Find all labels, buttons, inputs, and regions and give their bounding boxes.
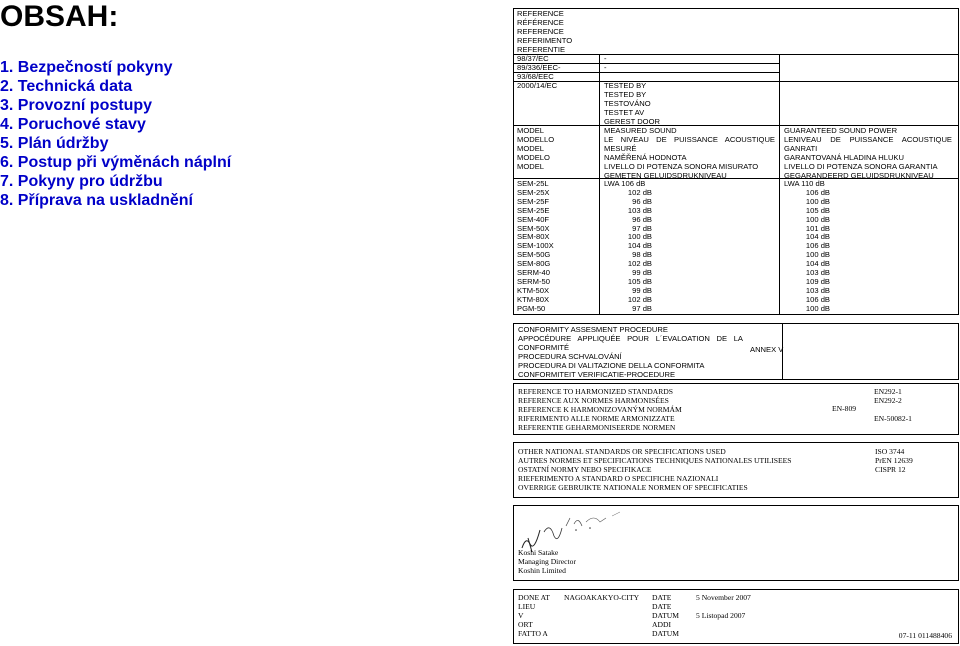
guaranteed-label: GANRATI [784, 143, 818, 153]
guaranteed-value: LWA 110 dB [784, 180, 825, 188]
handwritten-signature [516, 508, 626, 553]
guaranteed-value: 104 dB [805, 232, 830, 242]
done-at-labels [518, 594, 550, 639]
standard-code: EN292-1 [874, 387, 902, 396]
toc-item[interactable]: 6. Postup při výměnách náplní [0, 154, 232, 171]
tested-by-label: TESTET AV [604, 107, 645, 117]
conformity-line: CONFORMITÉ [518, 342, 570, 352]
harmonized-standards-box [513, 383, 959, 435]
model-name: SEM-25X [517, 187, 550, 197]
model-name: SEM-80G [517, 259, 551, 269]
guaranteed-value: 101 dB [805, 223, 830, 233]
harmonized-text [518, 388, 682, 433]
toc-item[interactable]: 3. Provozní postupy [0, 97, 153, 114]
standard-code: EN292-2 [874, 395, 902, 405]
measured-value: 102 dB [627, 259, 652, 269]
date-value: 5 November 2007 [696, 593, 751, 602]
toc-item[interactable]: 5. Plán údržby [0, 135, 109, 152]
standard-code: EN-50082-1 [874, 413, 912, 423]
guaranteed-value: 103 dB [805, 268, 830, 278]
date-label: DATE [652, 593, 672, 602]
measured-value: 105 dB [627, 276, 652, 286]
directive-mark: - [604, 55, 607, 63]
model-label: MODELO [517, 152, 550, 162]
measured-value: 104 dB [627, 241, 652, 251]
measured-header [604, 127, 775, 180]
date-labels [652, 594, 679, 639]
model-label: MODEL [517, 127, 545, 135]
tested-by-label: TESTOVÁNO [604, 98, 651, 108]
model-name: SEM-50X [517, 223, 550, 233]
measured-label: LE NIVEAU DE PUISSANCE ACOUSTIQUE [604, 134, 775, 144]
date-label: DATE [652, 601, 672, 611]
measured-value: 102 dB [627, 294, 652, 304]
reference-labels [517, 10, 717, 55]
toc-item[interactable]: 2. Technická data [0, 78, 133, 95]
directive-code: 2000/14/EC [517, 82, 558, 90]
conformity-line: CONFORMITY ASSESMENT PROCEDURE [518, 326, 668, 334]
directive-code: 93/68/EEC [517, 73, 554, 81]
measured-label: MEASURED SOUND [604, 127, 677, 135]
conformity-text [518, 326, 743, 379]
measured-value: 96 dB [632, 214, 652, 224]
other-line: OVERRIGE GEBRUIKTE NATIONALE NORMEN OF SPECIFICATIES [518, 482, 748, 492]
toc-item[interactable]: 8. Příprava na uskladnění [0, 192, 193, 209]
guaranteed-value: 109 dB [805, 276, 830, 286]
measured-value: 97 dB [632, 303, 652, 313]
model-label: MODEL [517, 143, 545, 153]
guaranteed-value: 106 dB [805, 241, 830, 251]
toc-item[interactable]: 1. Bezpečností pokyny [0, 59, 173, 76]
reference-table [0, 0, 960, 320]
reference-label: RÉFÉRENCE [517, 17, 564, 27]
date-label: DATUM [652, 610, 680, 620]
col-divider [599, 54, 600, 315]
other-line: OSTATNÍ NORMY NEBO SPECIFIKACE [518, 464, 652, 474]
measured-value: 103 dB [627, 205, 652, 215]
model-name: SEM-25L [517, 180, 549, 188]
tested-by-label: GEREST DOOR [604, 116, 660, 126]
signatory-name: Koshi Satake [518, 548, 559, 557]
standard-code: CISPR 12 [875, 464, 906, 474]
reference-label: REFERENCE [517, 10, 564, 18]
model-name: SEM-25E [517, 205, 550, 215]
model-name: KTM-50X [517, 285, 550, 295]
measured-value: LWA 106 dB [604, 180, 646, 188]
harmonized-line: RIFERIMENTO ALLE NORME ARMONIZZATE [518, 413, 675, 423]
signature-box [513, 505, 959, 581]
measured-value: 100 dB [627, 232, 652, 242]
guaranteed-value: 100 dB [805, 303, 830, 313]
signatory [518, 549, 576, 576]
tested-by-label: TESTED BY [604, 89, 647, 99]
date-label: ADDI [652, 619, 671, 629]
model-label: MODELLO [517, 134, 555, 144]
model-column [517, 180, 597, 314]
conformity-line: PROCEDURA DI VALITAZIONE DELLA CONFORMITA [518, 360, 705, 370]
other-line: AUTRES NORMES ET SPECIFICATIONS TECHNIQUES NATIONALES UTILISEES [518, 455, 792, 465]
guaranteed-value: 106 dB [805, 187, 830, 197]
place-value: NAGOAKAKYO-CITY [564, 593, 640, 602]
date-label: DATUM [652, 628, 680, 638]
reference-label: REFERENCE [517, 26, 564, 36]
measured-value: 98 dB [632, 250, 652, 260]
toc-item[interactable]: 4. Poruchové stavy [0, 116, 146, 133]
measured-value: 96 dB [632, 196, 652, 206]
harmonized-line: REFERENCE AUX NORMES HARMONISÉES [518, 395, 669, 405]
conformity-box [513, 323, 959, 380]
standard-code: PrEN 12639 [875, 455, 913, 465]
directive-code: 89/336/EEC- [517, 64, 561, 72]
measured-column [604, 180, 652, 314]
document-number: 07-11 011488406 [898, 631, 952, 640]
guaranteed-label: GEGARANDEERD GELUIDSDRUKNIVEAU [784, 170, 934, 180]
guaranteed-value: 100 dB [805, 196, 830, 206]
harmonized-codes [874, 388, 912, 424]
guaranteed-value: 104 dB [805, 259, 830, 269]
signatory-company: Koshin Limited [518, 565, 566, 575]
guaranteed-label: LENIVEAU DE PUISSANCE ACOUSTIQUE [784, 134, 952, 144]
other-standards-box [513, 442, 959, 498]
model-name: SEM-25F [517, 196, 550, 206]
conformity-line: CONFORMITEIT VERIFICATIE-PROCEDURE [518, 369, 676, 379]
model-name: SERM-50 [517, 276, 550, 286]
model-label: MODEL [517, 161, 545, 171]
date-value: 5 Listopad 2007 [696, 610, 746, 620]
guaranteed-label: LIVELLO DI POTENZA SONORA GARANTIA [784, 161, 938, 171]
guaranteed-column [784, 180, 830, 314]
tested-by-labels [604, 82, 774, 127]
done-at-label: FATTO A [518, 628, 548, 638]
conformity-line: PROCEDURA SCHVALOVÁNÍ [518, 351, 622, 361]
harmonized-line: REFERENTIE GEHARMONISEERDE NORMEN [518, 422, 676, 432]
measured-value: 102 dB [627, 187, 652, 197]
standard-code: ISO 3744 [875, 447, 905, 456]
measured-label: NAMĚŘENÁ HODNOTA [604, 152, 687, 162]
measured-label: GEMETEN GELUIDSDRUKNIVEAU [604, 170, 727, 180]
guaranteed-value: 100 dB [805, 250, 830, 260]
measured-value: 99 dB [632, 268, 652, 278]
other-line: RIEFERIMENTO A STANDARD O SPECIFICHE NAZIONALI [518, 473, 719, 483]
guaranteed-header [784, 127, 952, 180]
reference-label: REFERENTIE [517, 44, 566, 54]
guaranteed-value: 103 dB [805, 285, 830, 295]
tested-by-label: TESTED BY [604, 82, 647, 90]
annex-label: ANNEX V [750, 346, 784, 354]
measured-label: MESURÉ [604, 143, 637, 153]
guaranteed-value: 105 dB [805, 205, 830, 215]
standard-code: EN-809 [832, 404, 857, 413]
done-at-label: V [518, 610, 524, 620]
done-at-label: ORT [518, 619, 533, 629]
directive-mark: - [604, 64, 607, 72]
page-title: OBSAH: [0, 0, 119, 33]
other-line: OTHER NATIONAL STANDARDS OR SPECIFICATIONS USED [518, 447, 726, 456]
model-header [517, 127, 597, 172]
model-name: SEM-100X [517, 241, 554, 251]
date-values [696, 594, 751, 621]
toc-item[interactable]: 7. Pokyny pro údržbu [0, 173, 163, 190]
done-at-label: LIEU [518, 601, 536, 611]
model-name: SEM-80X [517, 232, 550, 242]
place-date-box [513, 589, 959, 644]
measured-label: LIVELLO DI POTENZA SONORA MISURATO [604, 161, 759, 171]
guaranteed-label: GUARANTEED SOUND POWER [784, 127, 898, 135]
table-border-bottom [513, 314, 959, 315]
done-at-label: DONE AT [518, 593, 550, 602]
table-border-top [513, 8, 959, 9]
model-name: SERM-40 [517, 268, 550, 278]
model-name: SEM-40F [517, 214, 550, 224]
harmonized-line: REFERENCE TO HARMONIZED STANDARDS [518, 387, 674, 396]
guaranteed-value: 100 dB [805, 214, 830, 224]
harmonized-line: REFERENCE K HARMONIZOVANÝM NORMÁM [518, 404, 682, 414]
guaranteed-label: GARANTOVANÁ HLADINA HLUKU [784, 152, 904, 162]
measured-value: 97 dB [632, 223, 652, 233]
other-text [518, 448, 792, 493]
other-codes [875, 448, 913, 475]
conformity-line: APPOCÉDURE APPLIQUÉE POUR L´EVALOATION DE LA [518, 333, 743, 343]
measured-value: 99 dB [632, 285, 652, 295]
guaranteed-value: 106 dB [805, 294, 830, 304]
model-name: KTM-80X [517, 294, 550, 304]
directive-code: 98/37/EC [517, 55, 549, 63]
model-name: SEM-50G [517, 250, 551, 260]
col-divider [779, 54, 780, 315]
model-name: PGM-50 [517, 303, 546, 313]
reference-label: REFERIMENTO [517, 35, 573, 45]
signatory-title: Managing Director [518, 556, 576, 566]
